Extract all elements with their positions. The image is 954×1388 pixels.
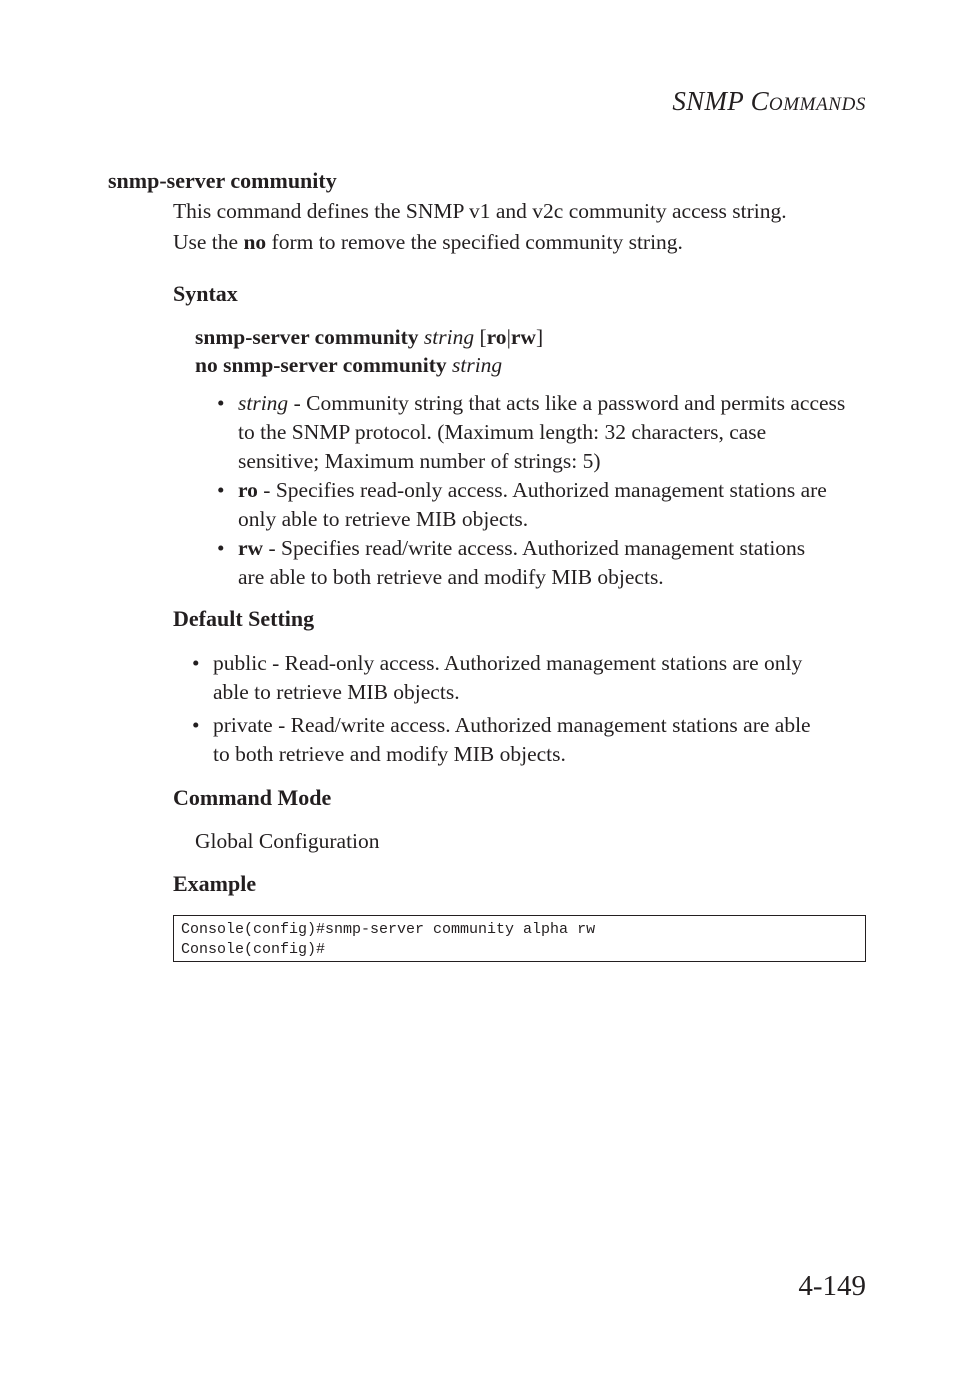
param-item-rw [217, 534, 878, 592]
bullet-icon: • [192, 713, 200, 737]
description-line-1: This command defines the SNMP v1 and v2c community access string. [173, 199, 787, 223]
default-item-public [192, 649, 878, 707]
bullet-icon: • [217, 478, 225, 502]
default-line: to both retrieve and modify MIB objects. [213, 742, 566, 766]
param-line: to the SNMP protocol. (Maximum length: 32 characters, case [238, 420, 767, 444]
example-heading: Example [173, 871, 257, 896]
syntax-line-1-command: snmp-server community [195, 325, 419, 349]
syntax-line-2-arg: string [452, 353, 503, 377]
syntax-ro-keyword: ro [486, 325, 507, 349]
param-text: - Specifies read/write access. Authorized management stations [263, 536, 806, 560]
syntax-line-2 [195, 353, 502, 378]
param-text: - Community string that acts like a password and permits access [288, 391, 846, 415]
param-line [238, 389, 878, 418]
page-number: 4-149 [798, 1270, 866, 1302]
syntax-line-2-command: no snmp-server community [195, 353, 447, 377]
description-line-2-post: form to remove the specified community string. [266, 230, 683, 254]
default-line: public - Read-only access. Authorized management stations are only [213, 651, 803, 675]
syntax-line-1-close-bracket: ] [535, 325, 544, 349]
bullet-icon: • [217, 536, 225, 560]
running-header-main: SNMP C [672, 86, 769, 116]
syntax-line-1-open-bracket: [ [474, 325, 487, 349]
param-line: sensitive; Maximum number of strings: 5) [238, 449, 601, 473]
default-line: able to retrieve MIB objects. [213, 680, 460, 704]
syntax-line-1-arg: string [423, 325, 475, 349]
param-text: - Specifies read-only access. Authorized management stations are [257, 478, 827, 502]
command-title: snmp-server community [108, 168, 337, 193]
description-line-2-pre: Use the [173, 230, 244, 254]
default-setting-list [192, 649, 878, 769]
param-line: are able to both retrieve and modify MIB objects. [238, 565, 664, 589]
param-term: string [238, 391, 289, 415]
code-line-2: Console(config)# [181, 941, 326, 958]
syntax-heading: Syntax [173, 281, 238, 306]
param-item-ro [217, 476, 878, 534]
param-line [238, 476, 878, 505]
description-line-2 [173, 227, 787, 258]
syntax-parameter-list [217, 389, 878, 592]
param-term: rw [238, 536, 264, 560]
running-header [672, 86, 866, 117]
param-line: only able to retrieve MIB objects. [238, 507, 529, 531]
param-term: ro [238, 478, 258, 502]
command-mode-value: Global Configuration [195, 829, 380, 853]
default-item-private [192, 711, 878, 769]
param-line [238, 534, 878, 563]
command-description [173, 196, 787, 258]
default-line: private - Read/write access. Authorized management stations are able [213, 713, 811, 737]
running-header-smallcaps: OMMANDS [768, 94, 866, 115]
code-line-1: Console(config)#snmp-server community alpha rw [181, 921, 596, 938]
bullet-icon: • [217, 391, 225, 415]
description-no-keyword: no [243, 230, 267, 254]
syntax-rw-keyword: rw [510, 325, 536, 349]
command-mode-heading: Command Mode [173, 785, 332, 810]
syntax-line-1 [195, 325, 543, 350]
example-code-box [173, 915, 866, 962]
param-item-string [217, 389, 878, 476]
default-setting-heading: Default Setting [173, 606, 315, 631]
bullet-icon: • [192, 651, 200, 675]
syntax-separator: | [506, 325, 511, 349]
